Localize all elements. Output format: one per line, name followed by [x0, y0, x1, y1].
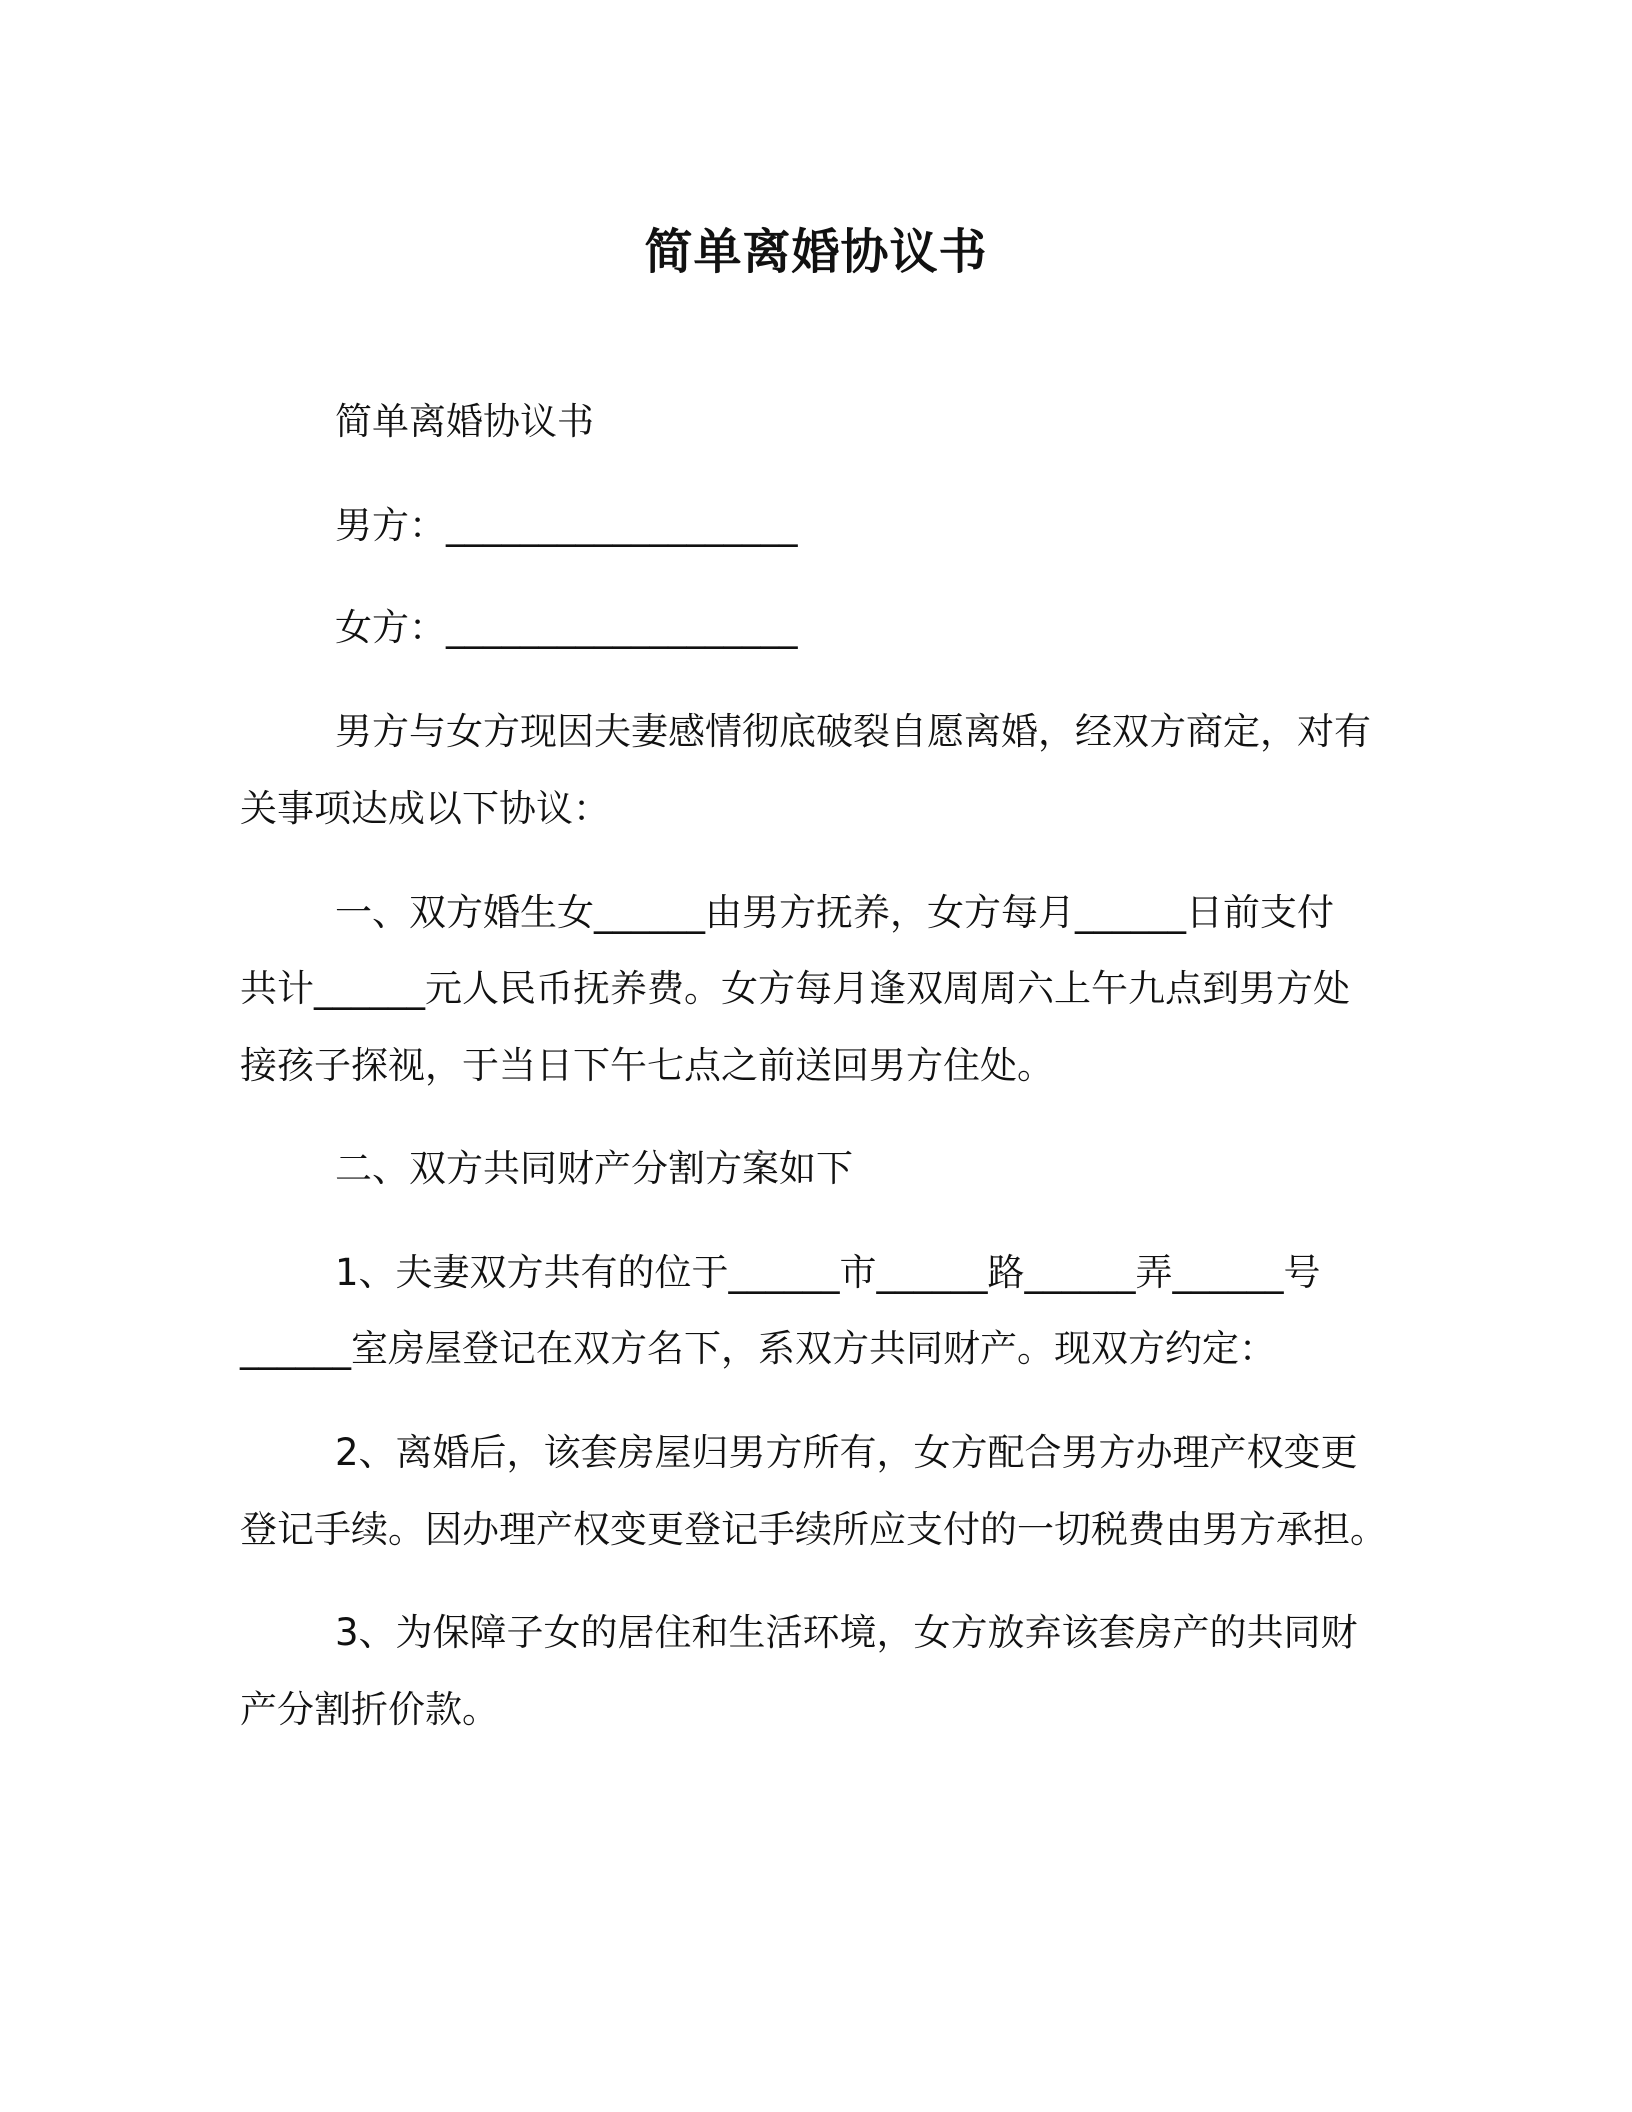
- female-party-line: 女方：___________________: [335, 606, 798, 649]
- document-title: 简单离婚协议书: [644, 224, 988, 280]
- clause-1-line-3: 接孩子探视，于当日下午七点之前送回男方住处。: [240, 1044, 1054, 1087]
- intro-paragraph-line-2: 关事项达成以下协议：: [240, 787, 610, 830]
- item-1-line-1: 1、夫妻双方共有的位于______市______路______弄______号: [335, 1251, 1321, 1294]
- male-party-line: 男方：___________________: [335, 504, 798, 547]
- item-2-line-2: 登记手续。因办理产权变更登记手续所应支付的一切税费由男方承担。: [240, 1508, 1387, 1551]
- item-3-line-2: 产分割折价款。: [240, 1688, 499, 1731]
- clause-1-line-1: 一、双方婚生女______由男方抚养，女方每月______日前支付: [335, 891, 1334, 934]
- item-3-line-1: 3、为保障子女的居住和生活环境，女方放弃该套房产的共同财: [335, 1611, 1358, 1654]
- clause-1-line-2: 共计______元人民币抚养费。女方每月逢双周周六上午九点到男方处: [240, 967, 1350, 1010]
- intro-paragraph-line-1: 男方与女方现因夫妻感情彻底破裂自愿离婚，经双方商定，对有: [335, 710, 1371, 753]
- subtitle-line: 简单离婚协议书: [335, 400, 594, 443]
- item-2-line-1: 2、离婚后，该套房屋归男方所有，女方配合男方办理产权变更: [335, 1431, 1358, 1474]
- clause-2-heading: 二、双方共同财产分割方案如下: [335, 1147, 853, 1190]
- item-1-line-2: ______室房屋登记在双方名下，系双方共同财产。现双方约定：: [240, 1327, 1276, 1370]
